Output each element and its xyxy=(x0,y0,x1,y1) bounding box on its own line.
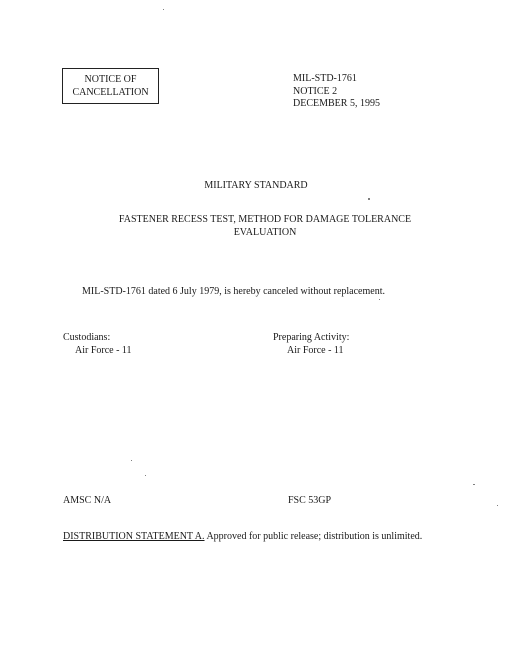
distribution-statement xyxy=(63,531,422,542)
scan-speck xyxy=(163,9,164,10)
preparing-activity-label: Preparing Activity: xyxy=(273,332,350,343)
custodians-label: Custodians: xyxy=(63,332,111,343)
scan-speck xyxy=(497,505,498,506)
document-header xyxy=(293,73,380,111)
subject-line-2: EVALUATION xyxy=(233,226,297,238)
scan-speck xyxy=(131,460,132,461)
document-title: MILITARY STANDARD xyxy=(204,180,308,191)
notice-number: NOTICE 2 xyxy=(293,85,338,97)
preparing-activity-block xyxy=(273,332,349,357)
amsc-code: AMSC N/A xyxy=(63,495,112,506)
scan-speck xyxy=(145,475,146,476)
scan-speck xyxy=(379,299,380,300)
notice-box-line-2: CANCELLATION xyxy=(72,87,149,98)
notice-of-cancellation-box xyxy=(62,68,159,104)
custodians-value: Air Force - 11 xyxy=(75,344,132,356)
subject-line-1: FASTENER RECESS TEST, METHOD FOR DAMAGE TOLERANCE xyxy=(118,214,412,225)
cancellation-statement: MIL-STD-1761 dated 6 July 1979, is hereby canceled without replacement. xyxy=(82,286,385,297)
scan-speck xyxy=(368,198,370,200)
scan-speck xyxy=(473,484,475,485)
notice-date: DECEMBER 5, 1995 xyxy=(293,98,380,109)
fsc-code: FSC 53GP xyxy=(288,495,332,506)
distribution-label: DISTRIBUTION STATEMENT A. xyxy=(63,531,205,542)
notice-box-line-1: NOTICE OF xyxy=(84,74,137,85)
custodians-block xyxy=(63,332,132,357)
distribution-text: Approved for public release; distribution is unlimited. xyxy=(204,531,423,542)
preparing-activity-value: Air Force - 11 xyxy=(287,344,344,356)
document-id: MIL-STD-1761 xyxy=(293,73,357,84)
document-subject xyxy=(60,214,470,239)
